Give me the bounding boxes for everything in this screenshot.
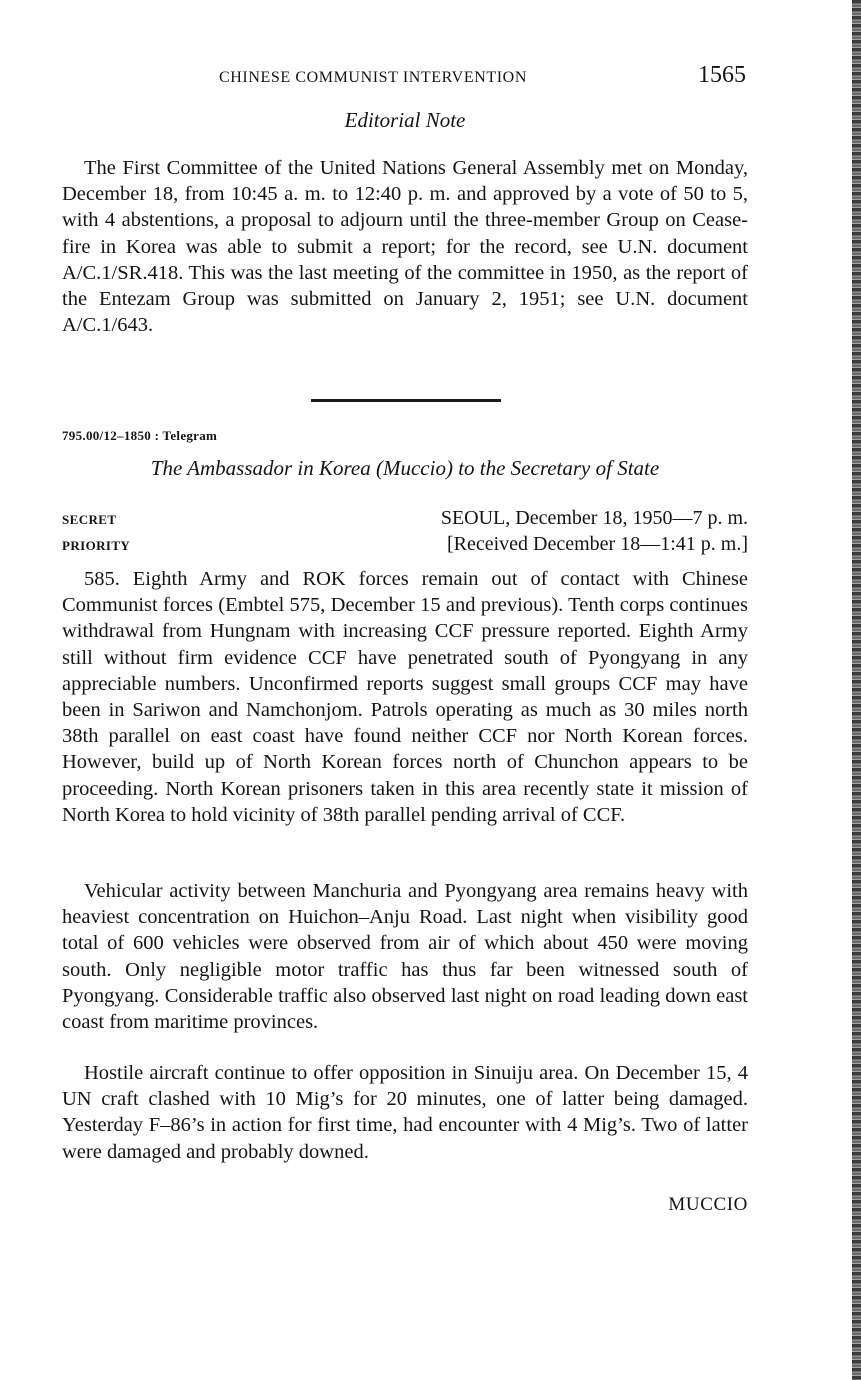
body-paragraph-1: 585. Eighth Army and ROK forces remain out of contact with Chinese Communist forces (Embtel 575, December 15 and previous). Tenth corps continues withdrawal from Hungnam with increasing CCF pressure reported. Eighth Army still without firm evidence CCF have penetrated south of Pyongyang in any appreciable numbers. Unconfirmed reports suggest small groups CCF may have been in Sariwon and Namchonjom. Patrols operating as much as 30 miles north 38th parallel on east coast have found neither CCF nor North Korean forces. However, build up of North Korean forces north of Chunchon appears to be proceeding. North Korean prisoners taken in this area recently state it mission of North Korea to hold vicinity of 38th parallel pending arrival of CCF. xyxy=(62,568,748,826)
body-paragraph-2: Vehicular activity between Manchuria and Pyongyang area remains heavy with heaviest concentration on Huichon–Anju Road. Last night when visibility good total of 600 vehicles were observed from air of which about 450 were moving south. Only negligible motor traffic has thus far been witnessed south of Pyongyang. Considerable traffic also observed last night on road leading down east coast from maritime provinces. xyxy=(62,880,748,1034)
document-title: The Ambassador in Korea (Muccio) to the Secretary of State xyxy=(150,456,660,480)
signature: MUCCIO xyxy=(668,1194,748,1215)
file-reference: 795.00/12–1850 : Telegram xyxy=(62,428,218,443)
place-date: SEOUL, December 18, 1950—7 p. m. xyxy=(440,507,748,529)
page-number: 1565 xyxy=(698,62,746,88)
running-title: CHINESE COMMUNIST INTERVENTION xyxy=(219,69,527,86)
body-paragraph-3: Hostile aircraft continue to offer opposition in Sinuiju area. On December 15, 4 UN craft clashed with 10 Mig’s for 20 minutes, one of latter being damaged. Yesterday F–86’s in action for first time, had encounter with 4 Mig’s. Two of latter were damaged and probably downed. xyxy=(62,1062,748,1163)
editorial-note-text: The First Committee of the United Nations General Assembly met on Monday, December 18, from 10:45 a. m. to 12:40 p. m. and approved by a vote of 50 to 5, with 4 abstentions, a proposal to adjourn until the three-member Group on Cease-fire in Korea was able to submit a report; for the record, see U.N. document A/C.1/SR.418. This was the last meeting of the committee in 1950, as the report of the Entezam Group was submitted on January 2, 1951; see U.N. document A/C.1/643. xyxy=(62,157,748,337)
classification-row xyxy=(62,507,748,533)
editorial-note-title: Editorial Note xyxy=(344,108,466,132)
section-divider xyxy=(311,399,501,402)
precedence: PRIORITY xyxy=(62,538,131,553)
classification: SECRET xyxy=(62,512,117,527)
scan-edge xyxy=(852,0,861,1380)
page-header xyxy=(62,64,748,98)
precedence-row xyxy=(62,533,748,559)
received-time: [Received December 18—1:41 p. m.] xyxy=(446,533,748,555)
